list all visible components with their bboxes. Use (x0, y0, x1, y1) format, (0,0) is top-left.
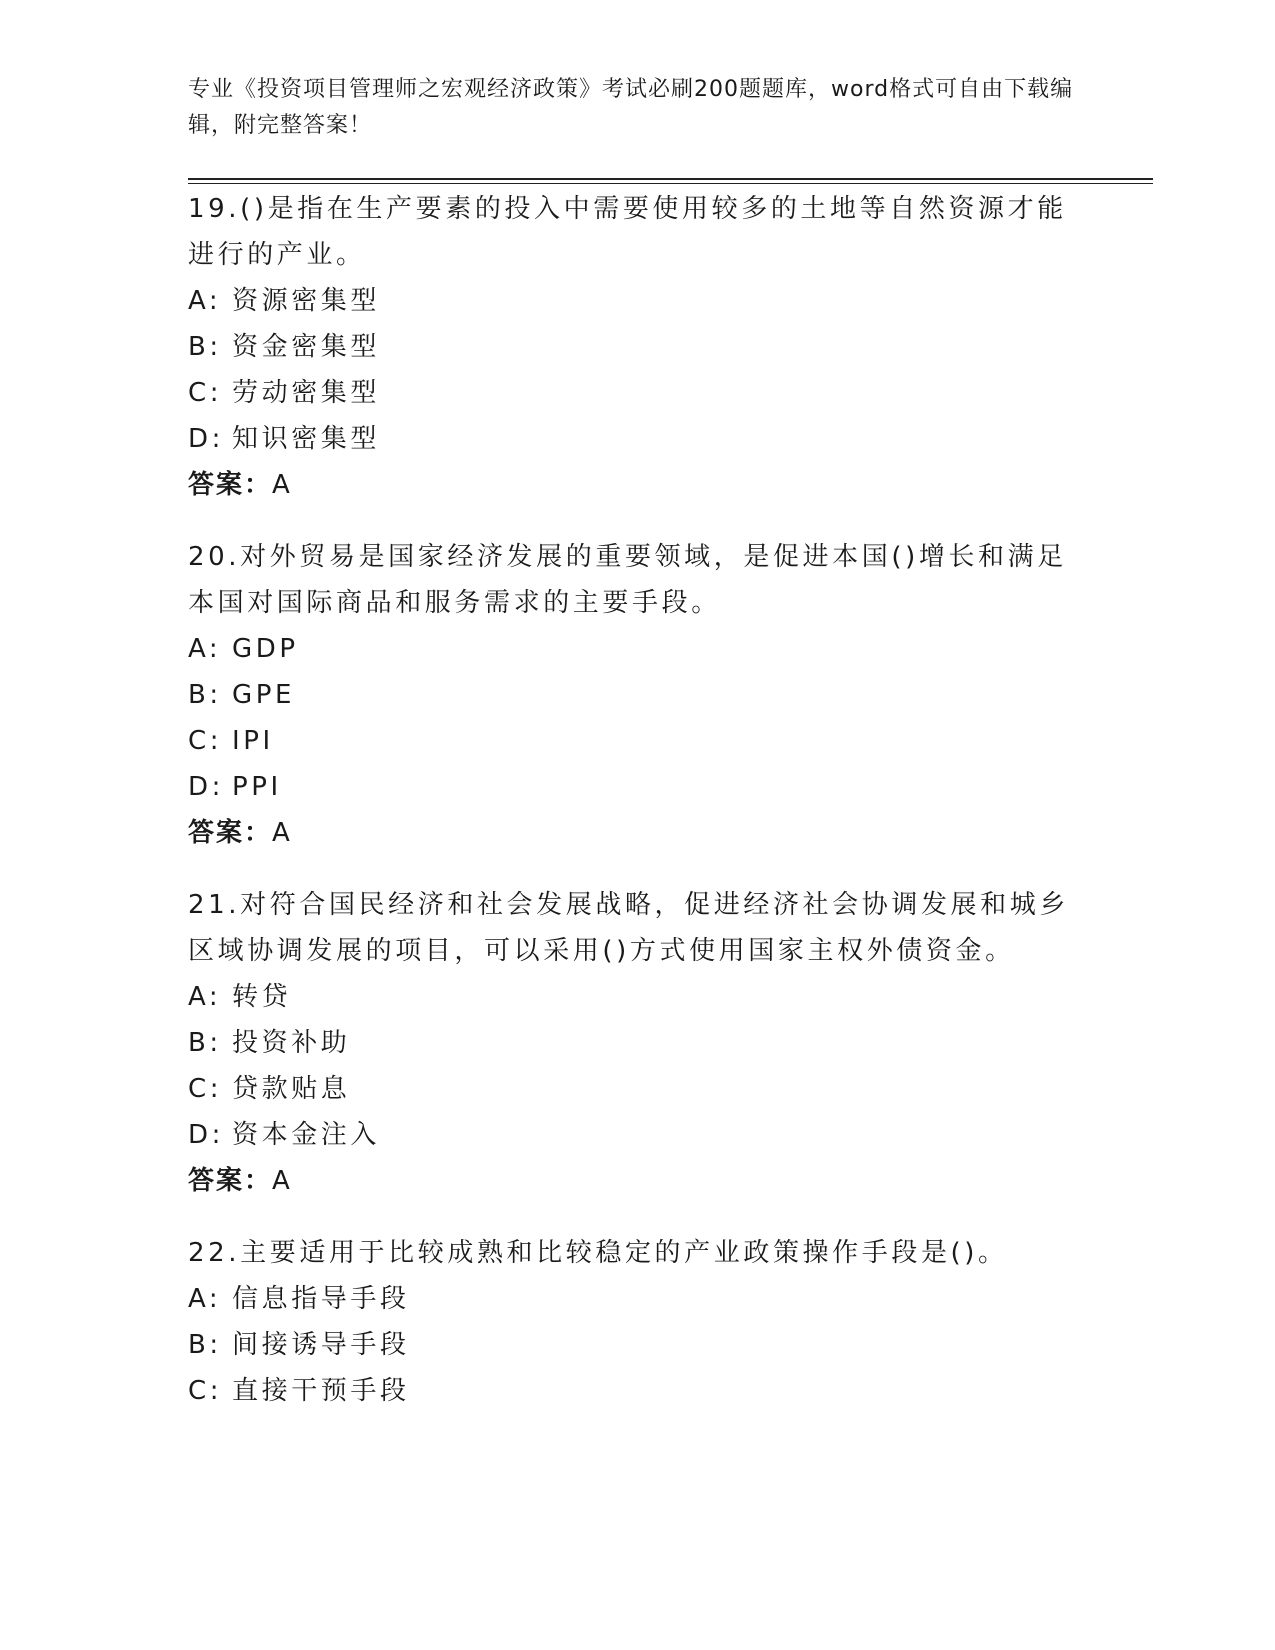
option-b (188, 324, 1078, 370)
option-d (188, 1112, 1078, 1158)
option-c (188, 370, 1078, 416)
option-text: 信息指导手段 (232, 1284, 410, 1314)
option-a (188, 974, 1078, 1020)
option-label: A: (188, 982, 222, 1012)
answer-label: 答案： (188, 470, 273, 500)
option-label: D: (188, 1120, 224, 1150)
option-text: GPE (232, 680, 296, 710)
option-label: B: (188, 332, 222, 362)
option-text: GDP (232, 634, 299, 664)
option-label: C: (188, 378, 223, 408)
option-label: B: (188, 1028, 222, 1058)
option-b (188, 1322, 1078, 1368)
question-22 (188, 1230, 1078, 1414)
option-text: 间接诱导手段 (232, 1330, 410, 1360)
option-text: 劳动密集型 (232, 378, 381, 408)
option-text: PPI (232, 772, 282, 802)
option-text: 投资补助 (232, 1028, 351, 1058)
option-text: 转贷 (232, 982, 292, 1012)
option-text: 资源密集型 (232, 286, 381, 316)
option-a (188, 1276, 1078, 1322)
option-text: IPI (232, 726, 274, 756)
option-a (188, 278, 1078, 324)
option-label: B: (188, 1330, 222, 1360)
header-divider-line-thin (188, 183, 1153, 184)
option-text: 贷款贴息 (232, 1074, 351, 1104)
option-label: C: (188, 726, 223, 756)
answer-value: A (272, 470, 292, 500)
option-c (188, 1066, 1078, 1112)
option-text: 知识密集型 (232, 424, 381, 454)
header-divider-line (188, 178, 1153, 180)
question-21 (188, 882, 1078, 1204)
option-text: 资本金注入 (232, 1120, 381, 1150)
option-label: D: (188, 424, 224, 454)
option-text: 资金密集型 (232, 332, 381, 362)
option-c (188, 718, 1078, 764)
question-19 (188, 186, 1078, 508)
question-stem: 19.()是指在生产要素的投入中需要使用较多的土地等自然资源才能进行的产业。 (188, 194, 1067, 270)
page-header-text: 专业《投资项目管理师之宏观经济政策》考试必刷200题题库，word格式可自由下载编辑，附完整答案！ (188, 77, 1074, 138)
question-list (188, 186, 1078, 1440)
answer-line (188, 1158, 1078, 1204)
option-d (188, 764, 1078, 810)
answer-line (188, 810, 1078, 856)
question-stem: 22.主要适用于比较成熟和比较稳定的产业政策操作手段是()。 (188, 1238, 1008, 1268)
answer-value: A (272, 818, 292, 848)
option-label: C: (188, 1376, 223, 1406)
option-label: D: (188, 772, 224, 802)
option-b (188, 1020, 1078, 1066)
question-stem: 20.对外贸易是国家经济发展的重要领域，是促进本国()增长和满足本国对国际商品和服务需求的主要手段。 (188, 542, 1067, 618)
option-label: C: (188, 1074, 223, 1104)
option-d (188, 416, 1078, 462)
answer-value: A (272, 1166, 292, 1196)
option-a (188, 626, 1078, 672)
answer-line (188, 462, 1078, 508)
option-label: B: (188, 680, 222, 710)
question-20 (188, 534, 1078, 856)
question-stem: 21.对符合国民经济和社会发展战略，促进经济社会协调发展和城乡区域协调发展的项目，可以采用()方式使用国家主权外债资金。 (188, 890, 1069, 966)
option-label: A: (188, 286, 222, 316)
option-b (188, 672, 1078, 718)
answer-label: 答案： (188, 818, 273, 848)
answer-label: 答案： (188, 1166, 273, 1196)
option-text: 直接干预手段 (232, 1376, 410, 1406)
option-label: A: (188, 634, 222, 664)
option-label: A: (188, 1284, 222, 1314)
option-c (188, 1368, 1078, 1414)
